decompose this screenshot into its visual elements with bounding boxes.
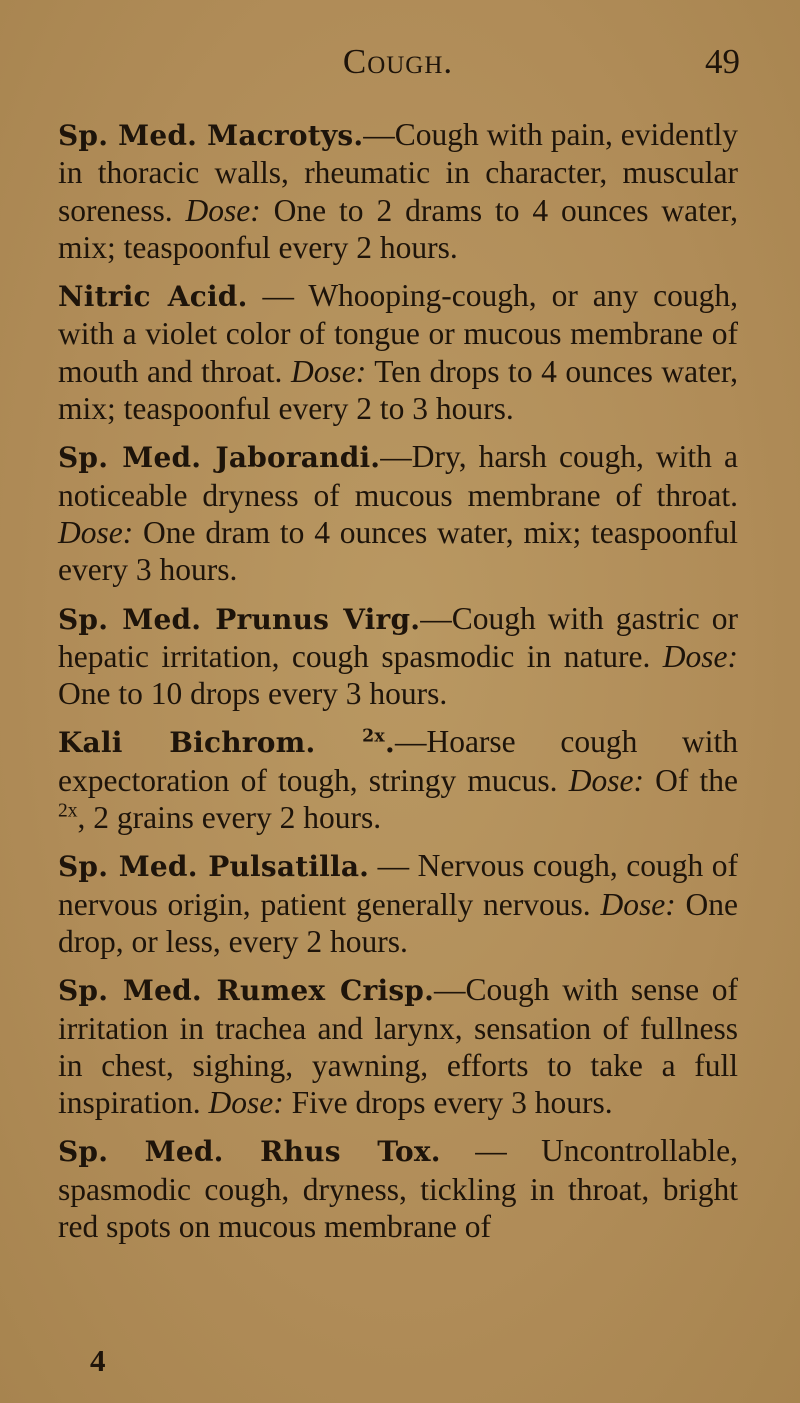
potency-superscript: 2x: [58, 800, 78, 822]
entry-description: — Uncontrollable, spasmodic cough, dryness, tickling in throat, bright red spots on mucous membrane of: [58, 1133, 738, 1245]
entry-kali-bichrom: [58, 723, 738, 836]
entry-heading: Sp. Med. Pulsatilla.: [58, 850, 370, 884]
dose-label: Dose:: [290, 353, 367, 389]
entry-rumex-crisp: [58, 971, 738, 1121]
entry-heading: Sp. Med. Jaborandi.: [58, 441, 381, 475]
dose-label: Dose:: [662, 638, 738, 674]
entry-heading: [58, 726, 395, 759]
entry-macrotys: [58, 116, 738, 266]
entry-description: —Cough with pain, evidently in thoracic walls, rheumatic in character, muscular soreness.: [58, 117, 738, 228]
dose-text: One to 10 drops every 3 hours.: [58, 676, 448, 712]
entry-nitric-acid: [58, 277, 738, 427]
running-head: [58, 42, 738, 90]
signature-mark: 4: [90, 1343, 106, 1378]
entry-heading-period: .: [385, 726, 395, 760]
dose-label: Dose:: [208, 1085, 284, 1121]
dose-text: Five drops every 3 hours.: [283, 1085, 613, 1121]
entry-rhus-tox: [58, 1132, 738, 1245]
dose-label: Dose:: [600, 886, 676, 922]
entry-heading: Sp. Med. Macrotys.: [58, 119, 364, 152]
dose-text: , 2 grains every 2 hours.: [77, 800, 382, 836]
entry-description: — Whooping-cough, or any cough, with a violet color of tongue or mucous membrane of mouth and throat.: [58, 278, 738, 389]
entry-jaborandi: [58, 438, 738, 588]
entry-prunus-virg: [58, 600, 738, 713]
dose-label: Dose:: [568, 762, 644, 798]
body-text: [58, 116, 738, 1256]
dose-text: One to 2 drams to 4 ounces water, mix; teaspoonful every 2 hours.: [58, 192, 738, 265]
dose-label: Dose:: [58, 514, 134, 550]
dose-label: Dose:: [185, 192, 261, 228]
dose-text: One dram to 4 ounces water, mix; teaspoonful every 3 hours.: [58, 514, 738, 588]
entry-heading: Sp. Med. Prunus Virg.: [58, 602, 421, 636]
entry-description: —Dry, harsh cough, with a noticeable dryness of mucous membrane of throat.: [58, 439, 738, 513]
running-title: Cough.: [342, 42, 454, 81]
entry-pulsatilla: [58, 847, 738, 960]
entry-heading: Nitric Acid.: [58, 280, 248, 314]
entry-heading-name: Kali Bichrom.: [58, 726, 363, 760]
dose-prefix: Of the: [643, 762, 738, 798]
entry-description: — Nervous cough, cough of nervous origin, patient generally nervous.: [58, 848, 738, 922]
entry-description: —Hoarse cough with expectoration of tough, stringy mucus.: [58, 724, 738, 798]
entry-description: —Cough with sense of irritation in trachea and larynx, sensation of fullness in chest, sighing, yawning, efforts to take a full inspiration.: [58, 972, 739, 1121]
dose-text: Ten drops to 4 ounces water, mix; teaspoonful every 2 to 3 hours.: [58, 353, 738, 427]
entry-heading: Sp. Med. Rumex Crisp.: [58, 974, 435, 1008]
dose-text: One drop, or less, every 2 hours.: [58, 886, 739, 959]
page-number: 49: [705, 42, 740, 81]
entry-description: —Cough with gastric or hepatic irritation, cough spasmodic in nature.: [58, 600, 738, 674]
potency-superscript: 2x: [362, 727, 385, 748]
entry-heading: Sp. Med. Rhus Tox.: [58, 1135, 441, 1169]
